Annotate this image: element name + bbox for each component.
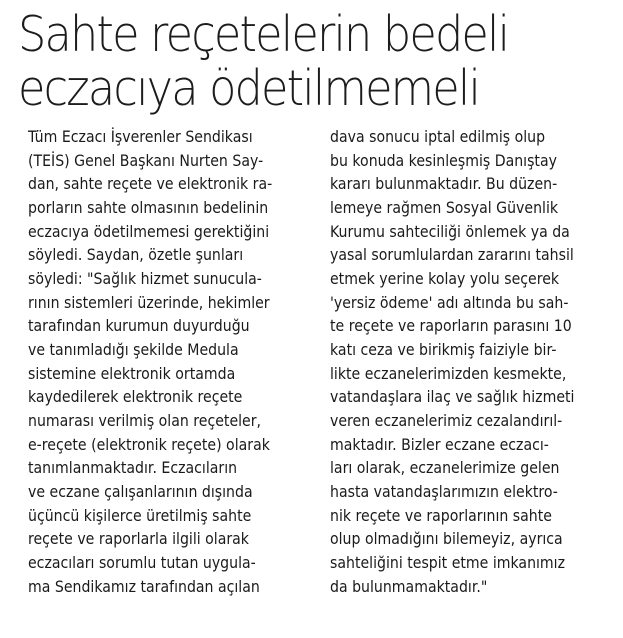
body-text-line: tarafından kurumun duyurduğu <box>28 317 250 336</box>
article-headline <box>18 8 564 116</box>
body-text-line: porların sahte olmasının bedelinin <box>28 199 269 218</box>
body-text-line: eczacıya ödetilmemesi gerektiğini <box>28 222 270 241</box>
body-text-line: sahteliğini tespit etme imkanımız <box>330 554 566 573</box>
body-text-line: da bulunmamaktadır." <box>330 577 488 596</box>
body-text-line: yasal sorumlulardan zararını tahsil <box>330 246 574 265</box>
body-text-line: te reçete ve raporların parasını 10 <box>330 317 572 336</box>
body-text-line: rının sistemleri üzerinde, hekimler <box>28 293 270 312</box>
body-text-line: ve eczane çalışanlarının dışında <box>28 483 253 502</box>
headline-line: Sahte reçetelerin bedeli <box>18 6 509 63</box>
body-text-line: sistemine elektronik ortamda <box>28 364 236 383</box>
body-text-line: dan, sahte reçete ve elektronik ra- <box>28 175 273 194</box>
body-text-line: Tüm Eczacı İşverenler Sendikası <box>28 128 253 146</box>
body-text-line: vatandaşlara ilaç ve sağlık hizmeti <box>330 388 575 407</box>
body-text-line: kararı bulunmaktadır. Bu düzen- <box>330 175 558 194</box>
body-text-line: (TEİS) Genel Başkanı Nurten Say- <box>28 151 264 170</box>
body-text-line: olup olmadığını bilemeyiz, ayrıca <box>330 530 563 549</box>
body-text-line: maktadır. Bizler eczane eczacı- <box>330 435 549 454</box>
headline-line: eczacıya ödetilmemeli <box>18 60 480 117</box>
body-text-line: tanımlanmaktadır. Eczacıların <box>28 459 238 478</box>
body-text-line: ve tanımladığı şekilde Medula <box>28 341 239 360</box>
column-gutter <box>316 128 317 628</box>
body-text-line: hasta vatandaşlarımızın elektro- <box>330 483 558 502</box>
body-text-line: kaydedilerek elektronik reçete <box>28 388 243 407</box>
body-text-line: söyledi. Saydan, özetle şunları <box>28 246 244 265</box>
body-text-line: dava sonucu iptal edilmiş olup <box>330 128 546 146</box>
article-body-left-column <box>28 126 358 599</box>
body-text-line: üçüncü kişilerce üretilmiş sahte <box>28 506 252 525</box>
body-text-line: lemeye rağmen Sosyal Güvenlik <box>330 199 559 218</box>
body-text-line: bu konuda kesinleşmiş Danıştay <box>330 151 557 170</box>
body-text-line: söyledi: "Sağlık hizmet sunucula- <box>28 270 262 289</box>
body-text-line: Kurumu sahteciliği önlemek ya da <box>330 222 570 241</box>
body-text-line: numarası verilmiş olan reçeteler, <box>28 412 262 431</box>
body-text-line: e-reçete (elektronik reçete) olarak <box>28 435 270 454</box>
body-text-line: ma Sendikamız tarafından açılan <box>28 577 260 596</box>
body-text-line: nik reçete ve raporlarının sahte <box>330 506 552 525</box>
body-text-line: 'yersiz ödeme' adı altında bu sah- <box>330 293 569 312</box>
body-text-line: likte eczanelerimizden kesmekte, <box>330 364 567 383</box>
body-text-line: katı ceza ve birikmiş faiziyle bir- <box>330 341 557 360</box>
body-text-line: veren eczanelerimiz cezalandırıl- <box>330 412 563 431</box>
article-body-right-column <box>330 126 623 599</box>
body-text-line: eczacıları sorumlu tutan uygula- <box>28 554 256 573</box>
body-text-line: etmek yerine kolay yolu seçerek <box>330 270 560 289</box>
body-text-line: ları olarak, eczanelerimize gelen <box>330 459 560 478</box>
body-text-line: reçete ve raporlarla ilgili olarak <box>28 530 249 549</box>
